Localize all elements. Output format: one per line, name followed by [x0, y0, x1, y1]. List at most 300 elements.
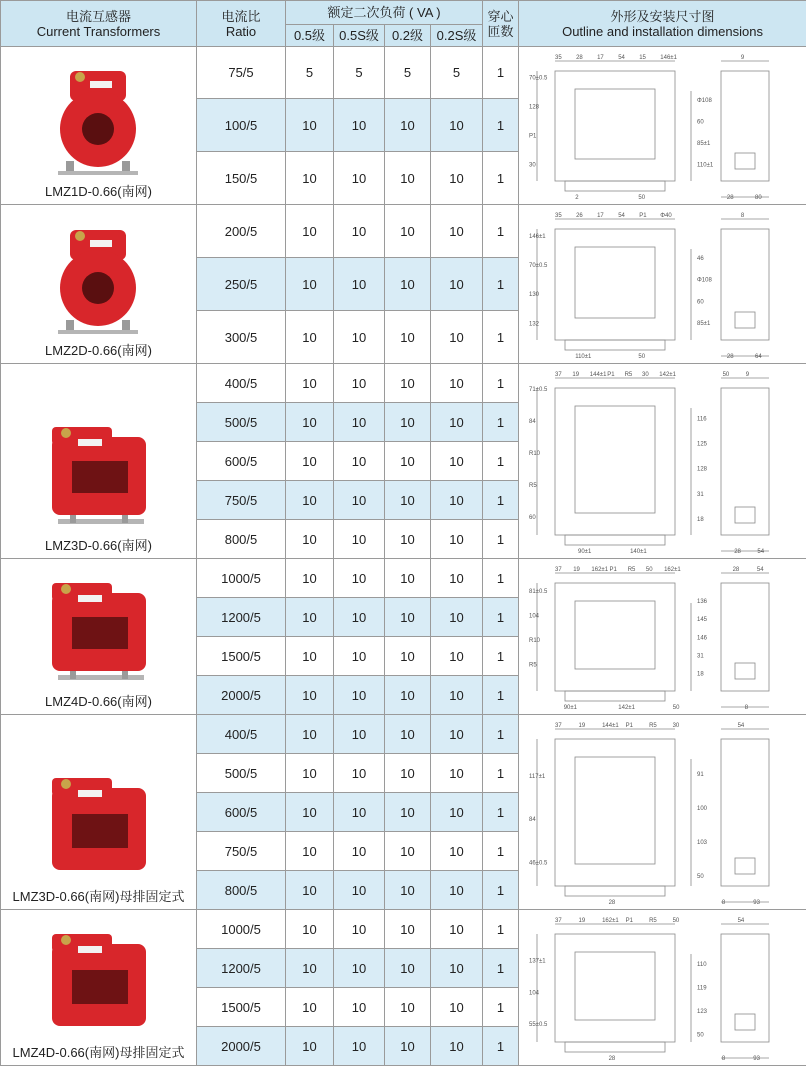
- load-05-cell: 10: [286, 637, 334, 676]
- table-row: [1, 364, 806, 403]
- load-02s-cell: 10: [431, 988, 483, 1027]
- load-05s-cell: 10: [334, 715, 385, 754]
- turns-cell: 1: [483, 205, 519, 258]
- load-05-cell: 10: [286, 152, 334, 205]
- dimension-label: 54: [617, 212, 625, 219]
- load-05s-cell: 10: [334, 988, 385, 1027]
- load-02s-cell: 10: [431, 871, 483, 910]
- turns-cell: 1: [483, 793, 519, 832]
- load-05-cell: 10: [286, 258, 334, 311]
- load-02-cell: 10: [385, 637, 431, 676]
- dimension-label: R5: [627, 566, 635, 573]
- dimension-label: 140±1: [629, 548, 647, 555]
- load-05s-cell: 10: [334, 205, 385, 258]
- dimension-label: 146: [696, 634, 707, 641]
- load-02-cell: 10: [385, 598, 431, 637]
- load-05-cell: 10: [286, 715, 334, 754]
- header-class-02: 0.2级: [385, 25, 431, 47]
- dimension-label: 8: [721, 899, 725, 906]
- load-05-cell: 10: [286, 311, 334, 364]
- dimension-label: 35: [554, 54, 562, 61]
- dimension-label: 104: [528, 989, 539, 996]
- load-05-cell: 10: [286, 1027, 334, 1066]
- dimension-label: 28: [726, 194, 734, 201]
- dimension-label: P1: [638, 212, 647, 219]
- load-02-cell: 10: [385, 910, 431, 949]
- dimension-label: 103: [696, 839, 707, 846]
- load-02-cell: 10: [385, 311, 431, 364]
- dimension-label: P1: [528, 133, 536, 140]
- dimension-label: 90±1: [563, 704, 577, 711]
- dimension-label: 17: [596, 54, 604, 61]
- dimension-label: 54: [756, 548, 764, 555]
- dimension-label: 116: [696, 416, 707, 422]
- header-dimensions: 外形及安装尺寸图 Outline and installation dimensions: [519, 1, 806, 47]
- busbar-transformer-icon: [44, 922, 154, 1042]
- load-02s-cell: 10: [431, 403, 483, 442]
- outline-drawing: [523, 914, 803, 1062]
- load-02s-cell: 10: [431, 1027, 483, 1066]
- dimension-label: 54: [617, 54, 625, 61]
- dimension-label: 54: [756, 566, 764, 573]
- load-02s-cell: 10: [431, 559, 483, 598]
- turns-cell: 1: [483, 311, 519, 364]
- load-05s-cell: 5: [334, 47, 385, 99]
- load-02s-cell: 10: [431, 205, 483, 258]
- dimension-label: 37: [554, 371, 562, 378]
- outline-drawing: [523, 368, 803, 555]
- dimension-label: 146±1: [659, 54, 677, 61]
- dimension-label: 93: [752, 899, 760, 906]
- dimension-label: 19: [578, 917, 585, 924]
- load-02s-cell: 5: [431, 47, 483, 99]
- load-05-cell: 10: [286, 598, 334, 637]
- dimension-label: 144±1: [601, 722, 619, 729]
- turns-cell: 1: [483, 754, 519, 793]
- dimension-label: 28: [608, 899, 615, 906]
- busbar-transformer-icon: [44, 766, 154, 886]
- turns-cell: 1: [483, 258, 519, 311]
- dimension-label: 46: [696, 255, 704, 262]
- dimension-label: 55±0.5: [528, 1021, 547, 1028]
- load-05-cell: 10: [286, 754, 334, 793]
- turns-cell: 1: [483, 152, 519, 205]
- load-02-cell: 10: [385, 481, 431, 520]
- ratio-cell: 150/5: [197, 152, 286, 205]
- dimension-label: 60: [696, 298, 704, 305]
- load-02-cell: 10: [385, 403, 431, 442]
- load-02-cell: 10: [385, 754, 431, 793]
- dimension-label: 19: [571, 371, 579, 378]
- product-cell: [1, 47, 197, 205]
- product-name: LMZ2D-0.66(南网): [45, 343, 152, 358]
- ratio-cell: 1500/5: [197, 988, 286, 1027]
- dimension-drawing-cell: [519, 559, 806, 715]
- load-05-cell: 10: [286, 403, 334, 442]
- ratio-cell: 1000/5: [197, 910, 286, 949]
- load-05s-cell: 10: [334, 311, 385, 364]
- dimension-label: Φ40: [659, 212, 672, 219]
- dimension-label: Φ108: [696, 277, 712, 284]
- load-02-cell: 10: [385, 832, 431, 871]
- dimension-label: 8: [740, 212, 744, 219]
- dimension-label: 110±1: [574, 353, 591, 360]
- turns-cell: 1: [483, 99, 519, 152]
- load-05s-cell: 10: [334, 364, 385, 403]
- load-02s-cell: 10: [431, 481, 483, 520]
- dimension-label: P1: [625, 722, 633, 729]
- dimension-label: 132: [528, 320, 539, 327]
- product-name: LMZ3D-0.66(南网)母排固定式: [12, 889, 185, 904]
- load-05s-cell: 10: [334, 99, 385, 152]
- header-turns: 穿心 匝数: [483, 1, 519, 47]
- dimension-label: 28: [575, 54, 583, 61]
- load-02-cell: 5: [385, 47, 431, 99]
- dimension-label: P1: [606, 371, 615, 378]
- header-product: 电流互感器 Current Transformers: [1, 1, 197, 47]
- dimension-drawing-cell: [519, 205, 806, 364]
- load-05s-cell: 10: [334, 637, 385, 676]
- dimension-label: 28: [726, 353, 734, 360]
- load-02s-cell: 10: [431, 676, 483, 715]
- header-class-05s: 0.5S级: [334, 25, 385, 47]
- load-02-cell: 10: [385, 988, 431, 1027]
- dimension-label: 81±0.5: [528, 588, 547, 595]
- load-02-cell: 10: [385, 205, 431, 258]
- dimension-drawing-cell: [519, 910, 806, 1066]
- dimension-label: 54: [737, 722, 744, 729]
- load-05-cell: 10: [286, 949, 334, 988]
- dimension-label: 9: [745, 371, 749, 378]
- dimension-label: 50: [722, 371, 729, 378]
- dimension-label: 8: [721, 1055, 725, 1062]
- header-load: 额定二次负荷 ( VA ): [286, 1, 483, 25]
- dimension-label: Φ108: [696, 97, 712, 104]
- dimension-label: 85±1: [696, 140, 710, 147]
- load-05-cell: 10: [286, 676, 334, 715]
- ratio-cell: 750/5: [197, 481, 286, 520]
- dimension-label: 37: [554, 722, 562, 729]
- product-cell: [1, 559, 197, 715]
- load-05-cell: 10: [286, 910, 334, 949]
- load-02s-cell: 10: [431, 598, 483, 637]
- dimension-label: 117±1: [528, 773, 545, 780]
- dimension-label: 84: [528, 418, 536, 425]
- dimension-label: 26: [575, 212, 583, 219]
- dimension-label: 37: [554, 917, 562, 924]
- load-02-cell: 10: [385, 559, 431, 598]
- dimension-label: 31: [696, 491, 704, 498]
- dimension-label: P1: [625, 917, 633, 924]
- ratio-cell: 2000/5: [197, 676, 286, 715]
- dimension-label: 104: [528, 612, 539, 619]
- load-05s-cell: 10: [334, 871, 385, 910]
- load-02s-cell: 10: [431, 152, 483, 205]
- table-row: [1, 205, 806, 258]
- dimension-label: 145: [696, 616, 707, 623]
- dimension-label: 28: [732, 566, 739, 573]
- ratio-cell: 1200/5: [197, 598, 286, 637]
- turns-cell: 1: [483, 715, 519, 754]
- load-02s-cell: 10: [431, 637, 483, 676]
- product-cell: [1, 910, 197, 1066]
- dimension-label: 50: [672, 917, 679, 924]
- dimension-label: 85±1: [696, 320, 710, 327]
- dimension-label: 137±1: [528, 958, 546, 965]
- load-05-cell: 10: [286, 559, 334, 598]
- dimension-label: 136: [696, 598, 707, 605]
- dimension-label: 19: [578, 722, 585, 729]
- load-05s-cell: 10: [334, 754, 385, 793]
- load-02s-cell: 10: [431, 311, 483, 364]
- turns-cell: 1: [483, 988, 519, 1027]
- turns-cell: 1: [483, 47, 519, 99]
- outline-drawing: [523, 563, 803, 711]
- load-05-cell: 10: [286, 832, 334, 871]
- ratio-cell: 1200/5: [197, 949, 286, 988]
- dimension-label: 125: [696, 441, 707, 448]
- load-05s-cell: 10: [334, 949, 385, 988]
- ratio-cell: 500/5: [197, 754, 286, 793]
- dimension-label: 84: [528, 816, 536, 823]
- product-name: LMZ4D-0.66(南网)母排固定式: [12, 1045, 185, 1060]
- dimension-label: 123: [696, 1008, 707, 1015]
- dimension-label: P1: [609, 566, 617, 573]
- load-02s-cell: 10: [431, 832, 483, 871]
- dimension-label: 60: [696, 118, 704, 125]
- load-05s-cell: 10: [334, 442, 385, 481]
- load-05s-cell: 10: [334, 481, 385, 520]
- load-02-cell: 10: [385, 152, 431, 205]
- load-05s-cell: 10: [334, 152, 385, 205]
- load-02s-cell: 10: [431, 715, 483, 754]
- dimension-label: 17: [596, 212, 604, 219]
- dimension-label: 64: [754, 353, 762, 360]
- dimension-label: 142±1: [658, 371, 676, 378]
- product-cell: [1, 205, 197, 364]
- table-row: [1, 715, 806, 754]
- dimension-label: 8: [744, 704, 748, 711]
- turns-cell: 1: [483, 403, 519, 442]
- load-02s-cell: 10: [431, 949, 483, 988]
- ratio-cell: 600/5: [197, 793, 286, 832]
- dimension-label: 146±1: [528, 233, 546, 240]
- load-02-cell: 10: [385, 1027, 431, 1066]
- header-class-02s: 0.2S级: [431, 25, 483, 47]
- load-02s-cell: 10: [431, 364, 483, 403]
- dimension-label: 110±1: [696, 161, 713, 168]
- turns-cell: 1: [483, 442, 519, 481]
- dimension-label: 30: [528, 162, 536, 168]
- table-row: [1, 910, 806, 949]
- load-02s-cell: 10: [431, 793, 483, 832]
- dimension-label: 19: [572, 566, 580, 573]
- dimension-label: 71±0.5: [528, 386, 547, 393]
- ratio-cell: 300/5: [197, 311, 286, 364]
- table-row: [1, 47, 806, 99]
- header-class-05: 0.5级: [286, 25, 334, 47]
- dimension-label: R5: [624, 371, 632, 378]
- turns-cell: 1: [483, 910, 519, 949]
- load-05s-cell: 10: [334, 258, 385, 311]
- dimension-label: 9: [740, 54, 744, 61]
- product-name: LMZ3D-0.66(南网): [45, 538, 152, 553]
- dimension-label: R5: [528, 482, 537, 489]
- turns-cell: 1: [483, 1027, 519, 1066]
- dimension-label: 50: [696, 1031, 704, 1038]
- dimension-drawing-cell: [519, 715, 806, 910]
- dimension-label: 60: [528, 514, 536, 521]
- dimension-label: 50: [637, 353, 645, 360]
- load-05-cell: 10: [286, 364, 334, 403]
- dimension-drawing-cell: [519, 47, 806, 205]
- load-02-cell: 10: [385, 520, 431, 559]
- ratio-cell: 100/5: [197, 99, 286, 152]
- ratio-cell: 500/5: [197, 403, 286, 442]
- round-transformer-icon: [44, 61, 154, 181]
- load-02s-cell: 10: [431, 520, 483, 559]
- load-05-cell: 5: [286, 47, 334, 99]
- dimension-label: 91: [696, 771, 704, 778]
- ratio-cell: 2000/5: [197, 1027, 286, 1066]
- dimension-label: 18: [696, 516, 704, 523]
- round-transformer-icon: [44, 220, 154, 340]
- dimension-label: 142±1: [617, 704, 635, 711]
- outline-drawing: [523, 209, 803, 360]
- dimension-label: R5: [648, 722, 657, 729]
- ratio-cell: 400/5: [197, 364, 286, 403]
- load-05s-cell: 10: [334, 1027, 385, 1066]
- load-05s-cell: 10: [334, 676, 385, 715]
- product-cell: [1, 715, 197, 910]
- load-02-cell: 10: [385, 442, 431, 481]
- load-02s-cell: 10: [431, 99, 483, 152]
- load-05-cell: 10: [286, 205, 334, 258]
- dimension-label: 144±1: [589, 371, 606, 378]
- dimension-label: 2: [574, 194, 579, 201]
- load-02s-cell: 10: [431, 258, 483, 311]
- dimension-label: 50: [645, 566, 653, 573]
- dimension-label: 50: [696, 873, 704, 880]
- table-row: [1, 559, 806, 598]
- dimension-label: 130: [528, 291, 539, 298]
- dimension-label: 128: [528, 104, 539, 111]
- ratio-cell: 400/5: [197, 715, 286, 754]
- load-05-cell: 10: [286, 793, 334, 832]
- load-05-cell: 10: [286, 988, 334, 1027]
- load-05-cell: 10: [286, 99, 334, 152]
- turns-cell: 1: [483, 559, 519, 598]
- window-transformer-icon: [44, 571, 154, 691]
- ratio-cell: 1500/5: [197, 637, 286, 676]
- dimension-label: 30: [672, 722, 679, 729]
- load-02-cell: 10: [385, 715, 431, 754]
- turns-cell: 1: [483, 871, 519, 910]
- dimension-label: 50: [672, 704, 680, 711]
- header-ratio: 电流比 Ratio: [197, 1, 286, 47]
- turns-cell: 1: [483, 598, 519, 637]
- load-02s-cell: 10: [431, 754, 483, 793]
- ratio-cell: 800/5: [197, 871, 286, 910]
- dimension-label: R10: [528, 450, 540, 457]
- product-name: LMZ4D-0.66(南网): [45, 694, 152, 709]
- load-02s-cell: 10: [431, 910, 483, 949]
- turns-cell: 1: [483, 520, 519, 559]
- dimension-label: 162±1: [663, 566, 681, 573]
- outline-drawing: [523, 719, 803, 906]
- load-02-cell: 10: [385, 364, 431, 403]
- dimension-label: 28: [608, 1055, 615, 1062]
- dimension-label: 128: [696, 466, 707, 473]
- turns-cell: 1: [483, 637, 519, 676]
- load-02-cell: 10: [385, 676, 431, 715]
- load-02-cell: 10: [385, 793, 431, 832]
- ratio-cell: 200/5: [197, 205, 286, 258]
- product-name: LMZ1D-0.66(南网): [45, 184, 152, 199]
- dimension-label: 37: [554, 566, 562, 573]
- dimension-label: 46±0.5: [528, 859, 547, 866]
- dimension-label: 93: [752, 1055, 760, 1062]
- dimension-label: 90±1: [577, 548, 591, 555]
- spec-table-body: [1, 47, 806, 1066]
- dimension-label: R10: [528, 637, 540, 644]
- load-05s-cell: 10: [334, 403, 385, 442]
- load-05s-cell: 10: [334, 832, 385, 871]
- load-05-cell: 10: [286, 871, 334, 910]
- dimension-label: R5: [648, 917, 657, 924]
- dimension-label: 162±1: [590, 566, 608, 573]
- outline-drawing: [523, 51, 803, 201]
- dimension-label: 119: [696, 984, 707, 991]
- dimension-label: 18: [696, 671, 704, 678]
- dimension-label: 100: [696, 805, 707, 812]
- load-05-cell: 10: [286, 442, 334, 481]
- ratio-cell: 1000/5: [197, 559, 286, 598]
- dimension-drawing-cell: [519, 364, 806, 559]
- load-02-cell: 10: [385, 949, 431, 988]
- load-02-cell: 10: [385, 871, 431, 910]
- dimension-label: 30: [641, 371, 649, 378]
- ratio-cell: 75/5: [197, 47, 286, 99]
- dimension-label: 80: [754, 194, 762, 201]
- turns-cell: 1: [483, 949, 519, 988]
- dimension-label: 54: [737, 917, 744, 924]
- turns-cell: 1: [483, 832, 519, 871]
- window-transformer-icon: [44, 415, 154, 535]
- dimension-label: 70±0.5: [528, 75, 547, 82]
- dimension-label: 28: [733, 548, 741, 555]
- load-02-cell: 10: [385, 258, 431, 311]
- dimension-label: 70±0.5: [528, 262, 547, 269]
- dimension-label: 110: [696, 961, 707, 968]
- load-05-cell: 10: [286, 481, 334, 520]
- load-05s-cell: 10: [334, 598, 385, 637]
- ratio-cell: 800/5: [197, 520, 286, 559]
- turns-cell: 1: [483, 676, 519, 715]
- load-05s-cell: 10: [334, 910, 385, 949]
- load-05s-cell: 10: [334, 793, 385, 832]
- load-05s-cell: 10: [334, 520, 385, 559]
- ratio-cell: 750/5: [197, 832, 286, 871]
- dimension-label: 162±1: [601, 917, 619, 924]
- load-02s-cell: 10: [431, 442, 483, 481]
- ratio-cell: 250/5: [197, 258, 286, 311]
- dimension-label: 15: [638, 54, 646, 61]
- dimension-label: R5: [528, 662, 537, 668]
- ratio-cell: 600/5: [197, 442, 286, 481]
- product-cell: [1, 364, 197, 559]
- load-05s-cell: 10: [334, 559, 385, 598]
